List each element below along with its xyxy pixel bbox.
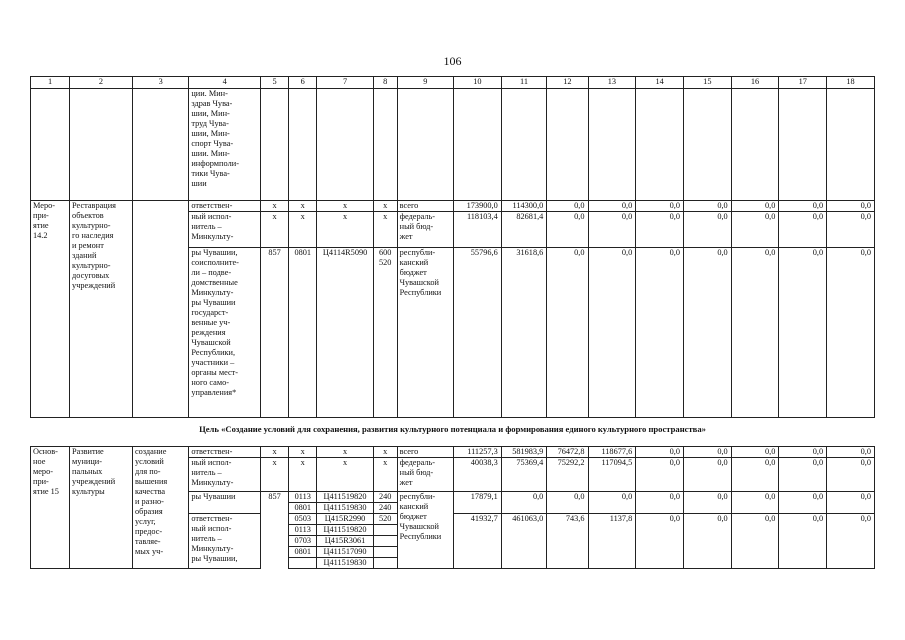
year-value-3: 0,0 [547,492,588,514]
section-code: 0503 [289,514,317,525]
section-code: x [289,447,317,458]
expense-type [373,525,397,536]
measure-purpose: создание условий для по- вышения качества и разно- образия услуг, предос- тавляе- мых уч- [132,447,188,569]
measure-purpose [132,201,188,418]
year-value-6: 0,0 [683,248,731,418]
header-col-4: 4 [189,77,261,89]
year-value-1: 111257,3 [454,447,502,458]
target-article: x [317,458,373,492]
year-value-2: 461063,0 [501,514,547,569]
year-value-8: 0,0 [779,248,827,418]
year-value-5: 0,0 [636,447,684,458]
year-value-9: 0,0 [827,201,875,212]
grbs-code: 857 [260,248,288,418]
section-code [289,558,317,569]
continuation-row [31,89,875,201]
year-value-4: 0,0 [588,201,636,212]
header-col-6: 6 [289,77,317,89]
funding-source: республи- канский бюджет Чувашской Республики [397,248,453,418]
grbs-code: x [260,201,288,212]
year-value-6: 0,0 [683,212,731,248]
year-value-8: 0,0 [779,201,827,212]
expense-type [373,558,397,569]
budget-table-top [30,76,875,418]
year-value-4: 0,0 [588,212,636,248]
header-col-10: 10 [454,77,502,89]
year-value-7: 0,0 [731,514,779,569]
year-value-5: 0,0 [636,458,684,492]
header-col-9: 9 [397,77,453,89]
target-article: x [317,212,373,248]
year-value-4: 117094,5 [588,458,636,492]
year-value-5: 0,0 [636,514,684,569]
responsible-executor: ный испол- нитель – Минкульту- [189,212,261,248]
year-value-2: 75369,4 [501,458,547,492]
year-value-5: 0,0 [636,248,684,418]
year-value-9: 0,0 [827,492,875,514]
grbs-code: x [260,458,288,492]
target-article: x [317,447,373,458]
responsible-executor: ответствен- [189,201,261,212]
expense-type [373,536,397,547]
responsible-executor: ный испол- нитель – Минкульту- [189,458,261,492]
year-value-3: 0,0 [547,212,588,248]
year-value-7: 0,0 [731,201,779,212]
expense-type [373,547,397,558]
section-code: x [289,458,317,492]
year-value-1: 173900,0 [454,201,502,212]
measure-label: Меро- при- ятие 14.2 [31,201,70,418]
year-value-5: 0,0 [636,201,684,212]
year-value-3: 0,0 [547,248,588,418]
year-value-5: 0,0 [636,212,684,248]
header-col-8: 8 [373,77,397,89]
expense-type: 240 [373,503,397,514]
expense-type: x [373,201,397,212]
main-measure-15 [31,447,875,569]
target-article: Ц411519830 [317,503,373,514]
header-col-2: 2 [70,77,133,89]
expense-type: 520 [373,514,397,525]
funding-source: всего [397,201,453,212]
year-value-8: 0,0 [779,458,827,492]
responsible-executor: ры Чувашии [189,492,261,514]
year-value-6: 0,0 [683,514,731,569]
year-value-3: 0,0 [547,201,588,212]
grbs-code: x [260,447,288,458]
table-row [31,201,875,212]
expense-type: x [373,212,397,248]
year-value-1: 41932,7 [454,514,502,569]
header-col-17: 17 [779,77,827,89]
year-value-1: 118103,4 [454,212,502,248]
target-article: x [317,201,373,212]
year-value-3: 75292,2 [547,458,588,492]
header-col-12: 12 [547,77,588,89]
funding-source: федераль- ный бюд- жет [397,212,453,248]
year-value-2: 0,0 [501,492,547,514]
section-code: 0801 [289,503,317,514]
measure-14-2 [31,201,875,418]
year-value-4: 0,0 [588,492,636,514]
year-value-8: 0,0 [779,447,827,458]
funding-source: всего [397,447,453,458]
measure-title: Развитие муници- пальных учреждений культуры [70,447,133,569]
year-value-9: 0,0 [827,447,875,458]
header-col-15: 15 [683,77,731,89]
funding-source: федераль- ный бюд- жет [397,458,453,492]
measure-title: Реставрация объектов культурно- го наследия и ремонт зданий культурно- досуговых учреждений [70,201,133,418]
year-value-2: 114300,0 [501,201,547,212]
year-value-9: 0,0 [827,248,875,418]
year-value-2: 31618,6 [501,248,547,418]
year-value-1: 17879,1 [454,492,502,514]
responsible-executor: ответствен- [189,447,261,458]
section-code: x [289,201,317,212]
expense-type: 240 [373,492,397,503]
year-value-6: 0,0 [683,458,731,492]
header-col-11: 11 [501,77,547,89]
header-col-13: 13 [588,77,636,89]
funding-source: республи- канский бюджет Чувашской Республики [397,492,453,569]
header-col-7: 7 [317,77,373,89]
year-value-2: 581983,9 [501,447,547,458]
section-code: 0801 [289,547,317,558]
section-code: 0801 [289,248,317,418]
year-value-6: 0,0 [683,492,731,514]
year-value-5: 0,0 [636,492,684,514]
year-value-8: 0,0 [779,212,827,248]
measure-label: Основ- ное меро- при- ятие 15 [31,447,70,569]
column-number-header [31,77,875,89]
year-value-8: 0,0 [779,514,827,569]
year-value-7: 0,0 [731,212,779,248]
header-col-16: 16 [731,77,779,89]
target-article: Ц415R2990 [317,514,373,525]
expense-type: 600 520 [373,248,397,418]
header-col-5: 5 [260,77,288,89]
year-value-7: 0,0 [731,447,779,458]
budget-table-bottom [30,446,875,569]
grbs-code: 857 [260,492,288,569]
year-value-3: 76472,8 [547,447,588,458]
section-code: 0113 [289,525,317,536]
header-col-3: 3 [132,77,188,89]
target-article: Ц411519830 [317,558,373,569]
year-value-4: 0,0 [588,248,636,418]
section-code: 0113 [289,492,317,503]
expense-type: x [373,458,397,492]
header-col-18: 18 [827,77,875,89]
year-value-6: 0,0 [683,201,731,212]
target-article: Ц4114R5090 [317,248,373,418]
year-value-2: 82681,4 [501,212,547,248]
grbs-code: x [260,212,288,248]
page-number: 106 [443,54,462,68]
year-value-7: 0,0 [731,248,779,418]
expense-type: x [373,447,397,458]
goal-heading: Цель «Создание условий для сохранения, развития культурного потенциала и формирования единого культурного пространства» [199,424,706,434]
year-value-7: 0,0 [731,458,779,492]
header-col-1: 1 [31,77,70,89]
year-value-7: 0,0 [731,492,779,514]
year-value-3: 743,6 [547,514,588,569]
year-value-4: 118677,6 [588,447,636,458]
target-article: Ц411519820 [317,492,373,503]
header-col-14: 14 [636,77,684,89]
year-value-9: 0,0 [827,458,875,492]
section-code: x [289,212,317,248]
year-value-1: 55796,6 [454,248,502,418]
year-value-8: 0,0 [779,492,827,514]
target-article: Ц411519820 [317,525,373,536]
year-value-1: 40038,3 [454,458,502,492]
year-value-6: 0,0 [683,447,731,458]
target-article: Ц411517090 [317,547,373,558]
year-value-9: 0,0 [827,212,875,248]
table-row [31,447,875,458]
co-executors-continued: ции. Мин- здрав Чува- шии, Мин- труд Чува- шии, Мин- спорт Чува- шии. Мин- информпoли- тики Чува- шии [189,89,261,201]
responsible-executor: ответствен- ный испол- нитель – Минкульту- ры Чувашии, [189,514,261,569]
year-value-9: 0,0 [827,514,875,569]
target-article: Ц415R3061 [317,536,373,547]
year-value-4: 1137,8 [588,514,636,569]
responsible-executor: ры Чувашии, соисполните- ли – подве- домственные Минкульту- ры Чувашии государст- венные уч- реждения Чувашской Республики, участники – органы мест- ного само- управления* [189,248,261,418]
section-code: 0703 [289,536,317,547]
